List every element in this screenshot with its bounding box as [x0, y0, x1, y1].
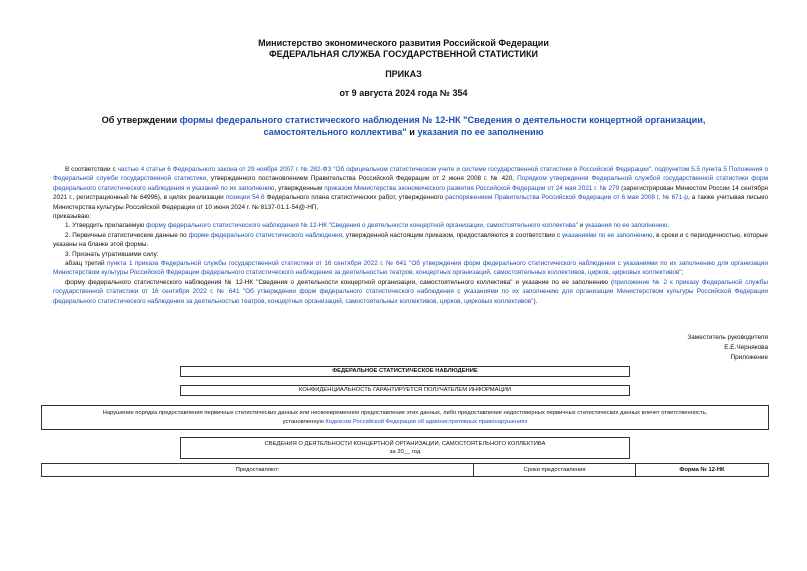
signature-position: Заместитель руководителя	[687, 334, 768, 341]
federal-observation-box	[180, 366, 630, 377]
paragraph-item-1	[53, 221, 768, 230]
liability-notice-box	[41, 405, 769, 430]
federal-observation-label: ФЕДЕРАЛЬНОЕ СТАТИСТИЧЕСКОЕ НАБЛЮДЕНИЕ	[332, 368, 478, 375]
text-run: ;	[681, 269, 684, 277]
ministry-name: Министерство экономического развития Российской Федерации	[258, 38, 549, 48]
signature-name: Е.Е.Чернякова	[724, 344, 768, 351]
service-name: ФЕДЕРАЛЬНАЯ СЛУЖБА ГОСУДАРСТВЕННОЙ СТАТИСТИКИ	[269, 49, 538, 59]
repealed-appendix-link[interactable]: приложение № 2 к приказу Федеральной службы государственной статистики от 16 сентября 2022 г. № 641 "Об утверждении форм федерального статистического наблюдения с указаниями по их заполнению для организации Министерством культуры Российской Федерации федерального статистического наблюдения за деятельностью театров, концертных организаций, самостоятельных коллективов, цирков, цирковых коллективов"	[53, 278, 768, 305]
text-run: , утвержденной настоящим приказом, предоставляются в соответствии с	[342, 231, 562, 239]
form-link-2[interactable]: форме федерального статистического наблюдения	[188, 231, 343, 239]
ministry-order-link[interactable]: приказом Министерства экономического развития Российской Федерации от 24 мая 2021 г. № 279	[324, 184, 620, 192]
instructions-link-2[interactable]: указаниями по ее заполнению	[561, 231, 653, 239]
law-link[interactable]: частью 4 статьи 6 Федерального закона от 29 ноября 2007 г. № 282-ФЗ "Об официальном статистическом учете и системе государственной статистики в Российской Федерации", подпунктом 5.5 пункта 5 Положения о Федеральной службе государственной статистики	[53, 166, 769, 183]
text-run: установленную	[282, 418, 326, 425]
text-run: абзац третий	[65, 260, 107, 268]
text-run: 1. Утвердить прилагаемую	[65, 222, 147, 230]
text-run: , утвержденным	[274, 184, 325, 192]
text-run: ).	[533, 297, 538, 305]
form-link[interactable]: форму федерального статистического наблюдения № 12-НК "Сведения о деятельности концертной организации, самостоятельного коллектива"	[146, 222, 578, 230]
text-run: , а также учитывая письмо Министерства культуры Российской Федерации от 10 июня 2024 г. № 8137-01.1-54@-НП,	[53, 194, 768, 211]
doc-date-number: от 9 августа 2024 года № 354	[339, 88, 468, 98]
title-prefix: Об утверждении	[101, 115, 180, 125]
paragraph-repeal-2	[53, 278, 768, 306]
document-body	[53, 165, 768, 306]
procedure-link[interactable]: Порядком утверждения Федеральной службой государственной статистики форм федерального статистического наблюдения и указаний по их заполнению	[53, 175, 769, 192]
text-run: Федерального плана статистических работ, утвержденного	[264, 194, 446, 202]
text-run: В соответствии с	[65, 166, 118, 173]
repealed-order-link[interactable]: пункта 1 приказа Федеральной службы государственной статистики от 16 сентября 2022 г. № 641 "Об утверждении форм федерального статистического наблюдения с указаниями по их заполнению для организации Министерством культуры Российской Федерации федерального статистического наблюдения за деятельностью театров, концертных организаций, самостоятельных коллективов, цирков, цирковых коллективов"	[53, 260, 768, 277]
form-header-row	[41, 463, 769, 477]
liability-notice	[97, 409, 714, 426]
text-run: (зарегистрирован Минюстом России 14 сентября 2021 г., регистрационный № 64996), в целях реализации	[53, 184, 769, 202]
form-title-line2: за 20__ год	[389, 449, 421, 455]
document-title	[70, 115, 737, 138]
doc-type: ПРИКАЗ	[385, 69, 422, 79]
instructions-link[interactable]: указания по ее заполнению	[585, 222, 668, 230]
paragraph-item-2	[53, 231, 768, 250]
title-instructions-link[interactable]: указания по ее заполнению	[417, 126, 544, 137]
form-title-box	[180, 437, 630, 459]
text-run: и	[577, 222, 586, 230]
form-number-cell: Форма № 12-НК	[679, 467, 725, 473]
text-run: .	[667, 222, 670, 230]
appendix-label: Приложение	[730, 354, 768, 361]
admin-code-link[interactable]: Кодексом Российской Федерации об административных правонарушениях	[325, 418, 528, 425]
text-run: форму федерального статистического наблюдения № 12-НК "Сведения о деятельности концертной организации, самостоятельного коллектива" и указание по ее заполнению (	[65, 278, 614, 286]
text-run: Нарушение порядка предоставления первичных статистических данных или несвоевременное предоставление этих данных, либо предоставление недостоверных первичных статистических данных влечет ответственность,	[102, 410, 708, 416]
confidentiality-box	[180, 385, 630, 396]
form-title-line1: СВЕДЕНИЯ О ДЕЯТЕЛЬНОСТИ КОНЦЕРТНОЙ ОРГАНИЗАЦИИ, САМОСТОЯТЕЛЬНОГО КОЛЛЕКТИВА	[264, 440, 546, 447]
text-run: 2. Первичные статистические данные по	[65, 231, 189, 239]
paragraph-item-3: 3. Признать утратившими силу:	[65, 250, 159, 258]
deadlines-cell: Сроки предоставления	[474, 464, 636, 476]
paragraph-preamble	[53, 165, 768, 212]
text-run: , в сроки и с периодичностью, которые указаны на бланке этой формы.	[53, 231, 768, 249]
confidentiality-label: КОНФИДЕНЦИАЛЬНОСТЬ ГАРАНТИРУЕТСЯ ПОЛУЧАТЕЛЕМ ИНФОРМАЦИИ	[298, 387, 512, 394]
order-word: приказываю:	[53, 213, 91, 221]
plan-position-link[interactable]: позиции 54.6	[225, 194, 265, 202]
text-run: , утвержденного постановлением Правительства Российской Федерации от 2 июня 2008 г. № 420,	[206, 175, 518, 183]
title-mid: и	[406, 126, 418, 137]
form-title	[259, 440, 552, 457]
government-decree-link[interactable]: распоряжением Правительства Российской Федерации от 6 мая 2008 г. № 671-р	[445, 194, 688, 202]
paragraph-repeal-1	[53, 259, 768, 278]
title-form-link[interactable]: формы федерального статистического наблюдения № 12-НК "Сведения о деятельности концертной организации, самостоятельного коллектива"	[179, 115, 706, 137]
submitted-by-cell: Предоставляют:	[42, 464, 474, 476]
